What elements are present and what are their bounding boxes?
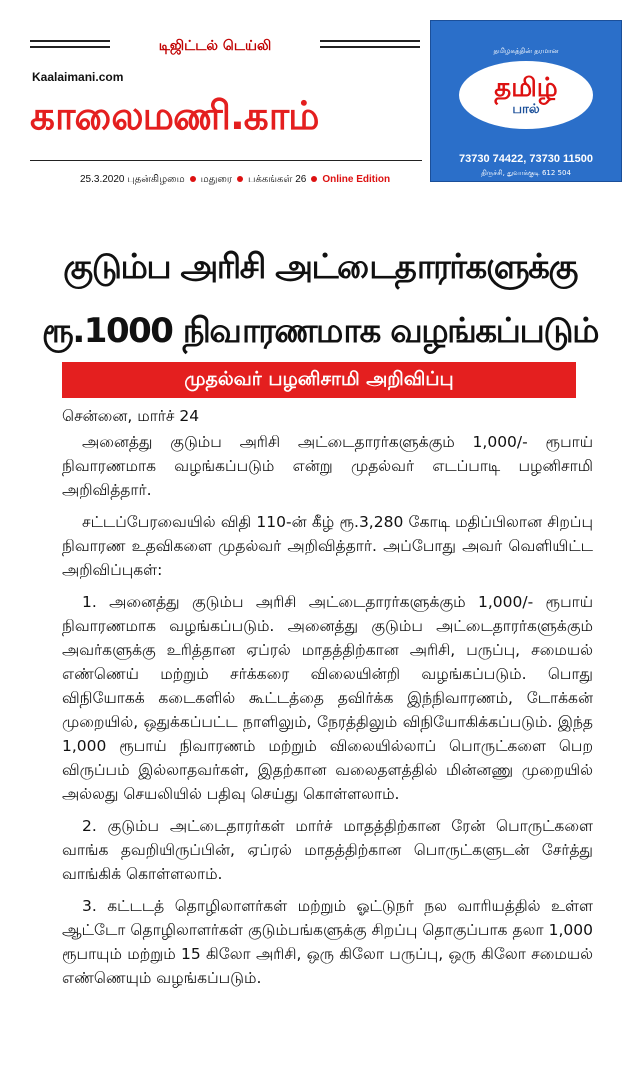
advertisement-tamil-milk[interactable] <box>430 20 622 182</box>
ad-brand-sub: பால் <box>512 101 540 117</box>
bullet-icon <box>190 176 196 182</box>
edition-label: Online Edition <box>322 174 391 185</box>
newspaper-name-logo: காலைமணி.காம் <box>30 94 319 139</box>
article-paragraph: சட்டப்பேரவையில் விதி 110-ன் கீழ் ரூ.3,280 கோடி மதிப்பிலான சிறப்பு நிவாரண உதவிகளை முதல்வர் அறிவித்தார். அப்போது அவர் வெளியிட்ட அறிவிப்புகள்: <box>62 513 593 579</box>
article-body <box>62 404 593 998</box>
article-paragraph: 3. கட்டடத் தொழிலாளர்கள் மற்றும் ஓட்டுநர் நல வாரியத்தில் உள்ள ஆட்டோ தொழிலாளர்கள் குடும்பங்களுக்கு சிறப்பு தொகுப்பாக தலா 1,000 ரூபாயும் மற்றும் 15 கிலோ அரிசி, ஒரு கிலோ பருப்பு, ஒரு கிலோ சமையல் எண்ணெயும் வழங்கப்படும். <box>62 897 593 987</box>
issue-date: 25.3.2020 புதன்கிழமை <box>80 174 185 185</box>
article-paragraph: அனைத்து குடும்ப அரிசி அட்டைதாரர்களுக்கும் 1,000/- ரூபாய் நிவாரணமாக வழங்கப்படும் என்று முதல்வர் எடப்பாடி பழனிசாமி அறிவித்தார். <box>62 433 593 499</box>
masthead-rule-right-2 <box>320 46 420 48</box>
bullet-icon <box>311 176 317 182</box>
masthead-meta-line <box>80 174 390 186</box>
masthead-rule-right <box>320 40 420 42</box>
article-paragraph: 1. அனைத்து குடும்ப அரிசி அட்டைதாரர்களுக்கும் 1,000/- ரூபாய் நிவாரணமாக வழங்கப்படும். அனைத்து குடும்ப அட்டைதாரர்களுக்கும் அவர்களுக்கு உரித்தான ஏப்ரல் மாதத்திற்கான அரிசி, பருப்பு, சமையல் எண்ணெய் மற்றும் சர்க்கரை விலையின்றி வழங்கப்படும். பொது விநியோகக் கடைகளில் கூட்டத்தை தவிர்க்க இந்நிவாரணம், டோக்கன் முறையில், ஒதுக்கப்பட்ட நாளிலும், நேரத்திலும் விநியோகிக்கப்படும். இந்த 1,000 ரூபாய் நிவாரணம் மற்றும் விலையில்லாப் பொருட்களை பெற விருப்பம் இல்லாதவர்கள், இதற்கான வலைதளத்தில் மின்னணு முறையில் அல்லது செயலியில் பதிவு செய்து கொள்ளலாம். <box>62 593 593 803</box>
subheadline-banner: முதல்வர் பழனிசாமி அறிவிப்பு <box>62 362 576 398</box>
masthead-tagline: டிஜிட்டல் டெய்லி <box>158 38 272 54</box>
masthead-divider <box>30 160 422 161</box>
ad-tagline: தமிழகத்தின் தரமான <box>493 47 559 55</box>
site-url[interactable]: Kaalaimani.com <box>32 70 124 84</box>
bullet-icon <box>237 176 243 182</box>
article-paragraph: 2. குடும்ப அட்டைதாரர்கள் மார்ச் மாதத்திற்கான ரேன் பொருட்களை வாங்க தவறியிருப்பின், ஏப்ரல் மாதத்திற்கான பொருட்களுடன் சேர்த்து வாங்கிக் கொள்ளலாம். <box>62 817 593 883</box>
ad-phone-numbers: 73730 74422, 73730 11500 <box>459 153 593 165</box>
headline-line-1: குடும்ப அரிசி அட்டைதாரர்களுக்கு <box>63 246 577 287</box>
ad-address: திருச்சி, துவாக்குடி 612 504 <box>481 169 571 177</box>
page-count: பக்கங்கள் 26 <box>248 174 307 185</box>
issue-city: மதுரை <box>200 174 233 185</box>
ad-brand-name: தமிழ் <box>494 72 558 103</box>
masthead-rule-left <box>30 40 110 42</box>
ad-brand-logo <box>459 61 593 129</box>
masthead-rule-left-2 <box>30 46 110 48</box>
article-dateline: சென்னை, மார்ச் 24 <box>62 407 200 425</box>
headline-line-2: ரூ.1000 நிவாரணமாக வழங்கப்படும் <box>42 310 598 351</box>
